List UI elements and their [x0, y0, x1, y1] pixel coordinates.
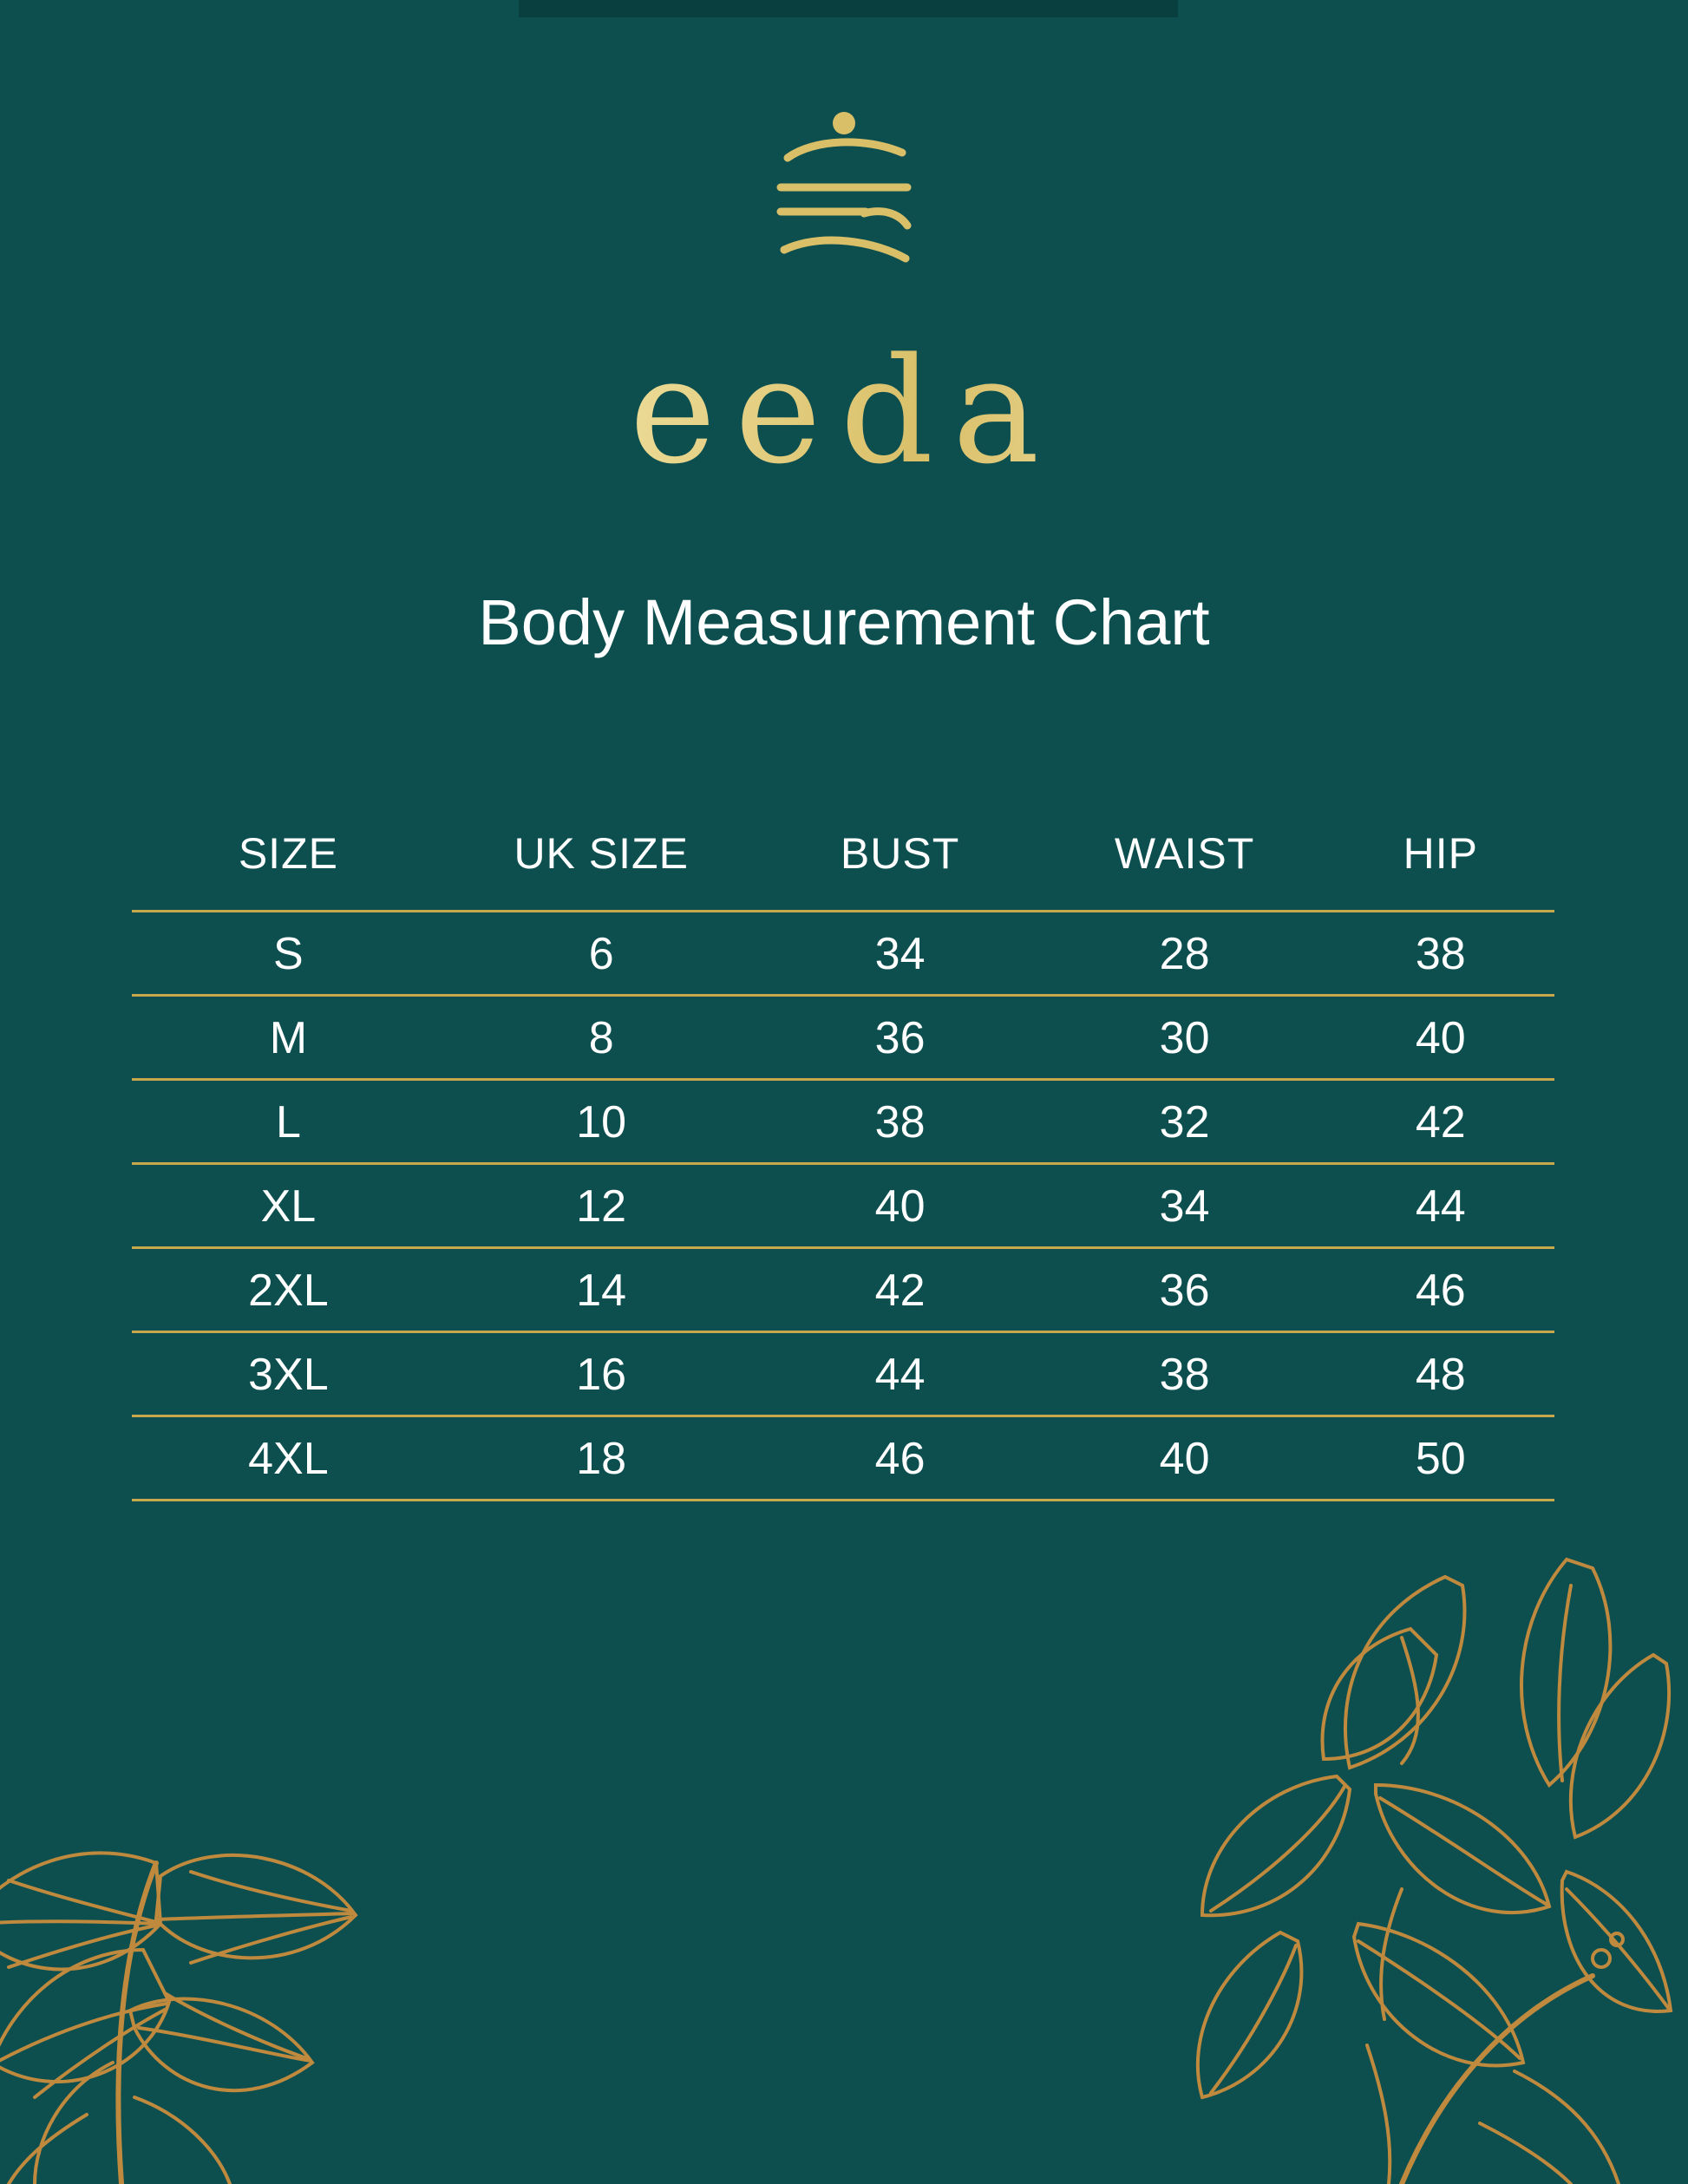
table-row: [132, 1416, 1554, 1501]
table-row: [132, 1080, 1554, 1164]
column-header-bust: BUST: [840, 829, 960, 878]
cell-bust: 38: [758, 1080, 1043, 1164]
cell-hip: 48: [1327, 1332, 1554, 1416]
cell-waist: 40: [1043, 1416, 1327, 1501]
cell-size: S: [132, 912, 445, 996]
cell-uk: 16: [445, 1332, 758, 1416]
table-row: [132, 996, 1554, 1080]
cell-size: L: [132, 1080, 445, 1164]
table-row: [132, 1164, 1554, 1248]
cell-hip: 38: [1327, 912, 1554, 996]
cell-hip: 40: [1327, 996, 1554, 1080]
cell-hip: 44: [1327, 1164, 1554, 1248]
cell-bust: 44: [758, 1332, 1043, 1416]
column-header-hip: HIP: [1403, 829, 1478, 878]
cell-size: 3XL: [132, 1332, 445, 1416]
measurement-table-wrap: [132, 828, 1554, 1501]
cell-waist: 36: [1043, 1248, 1327, 1332]
cell-waist: 32: [1043, 1080, 1327, 1164]
table-row: [132, 1248, 1554, 1332]
table-row: [132, 912, 1554, 996]
cell-bust: 46: [758, 1416, 1043, 1501]
column-header-size: SIZE: [238, 829, 338, 878]
brand-wordmark: eeda: [0, 338, 1688, 484]
cell-size: XL: [132, 1164, 445, 1248]
cell-uk: 10: [445, 1080, 758, 1164]
cell-hip: 50: [1327, 1416, 1554, 1501]
cell-bust: 34: [758, 912, 1043, 996]
cell-bust: 36: [758, 996, 1043, 1080]
column-header-waist: WAIST: [1114, 829, 1255, 878]
cell-uk: 8: [445, 996, 758, 1080]
cell-size: M: [132, 996, 445, 1080]
table-header-row: [132, 828, 1554, 912]
cell-waist: 28: [1043, 912, 1327, 996]
page-title: Body Measurement Chart: [478, 586, 1210, 658]
measurement-table: [132, 828, 1554, 1501]
cell-waist: 38: [1043, 1332, 1327, 1416]
cell-uk: 14: [445, 1248, 758, 1332]
cell-waist: 34: [1043, 1164, 1327, 1248]
cell-hip: 46: [1327, 1248, 1554, 1332]
cell-bust: 40: [758, 1164, 1043, 1248]
cell-waist: 30: [1043, 996, 1327, 1080]
cell-bust: 42: [758, 1248, 1043, 1332]
cell-size: 4XL: [132, 1416, 445, 1501]
column-header-uk-size: UK SIZE: [514, 829, 689, 878]
table-row: [132, 1332, 1554, 1416]
brand-logo-icon: [762, 104, 926, 278]
cell-uk: 6: [445, 912, 758, 996]
leaf-branch-icon: [0, 1577, 590, 2184]
cell-size: 2XL: [132, 1248, 445, 1332]
floral-leaf-icon: [994, 1525, 1688, 2184]
cell-uk: 12: [445, 1164, 758, 1248]
top-strip: [519, 0, 1178, 17]
cell-hip: 42: [1327, 1080, 1554, 1164]
cell-uk: 18: [445, 1416, 758, 1501]
